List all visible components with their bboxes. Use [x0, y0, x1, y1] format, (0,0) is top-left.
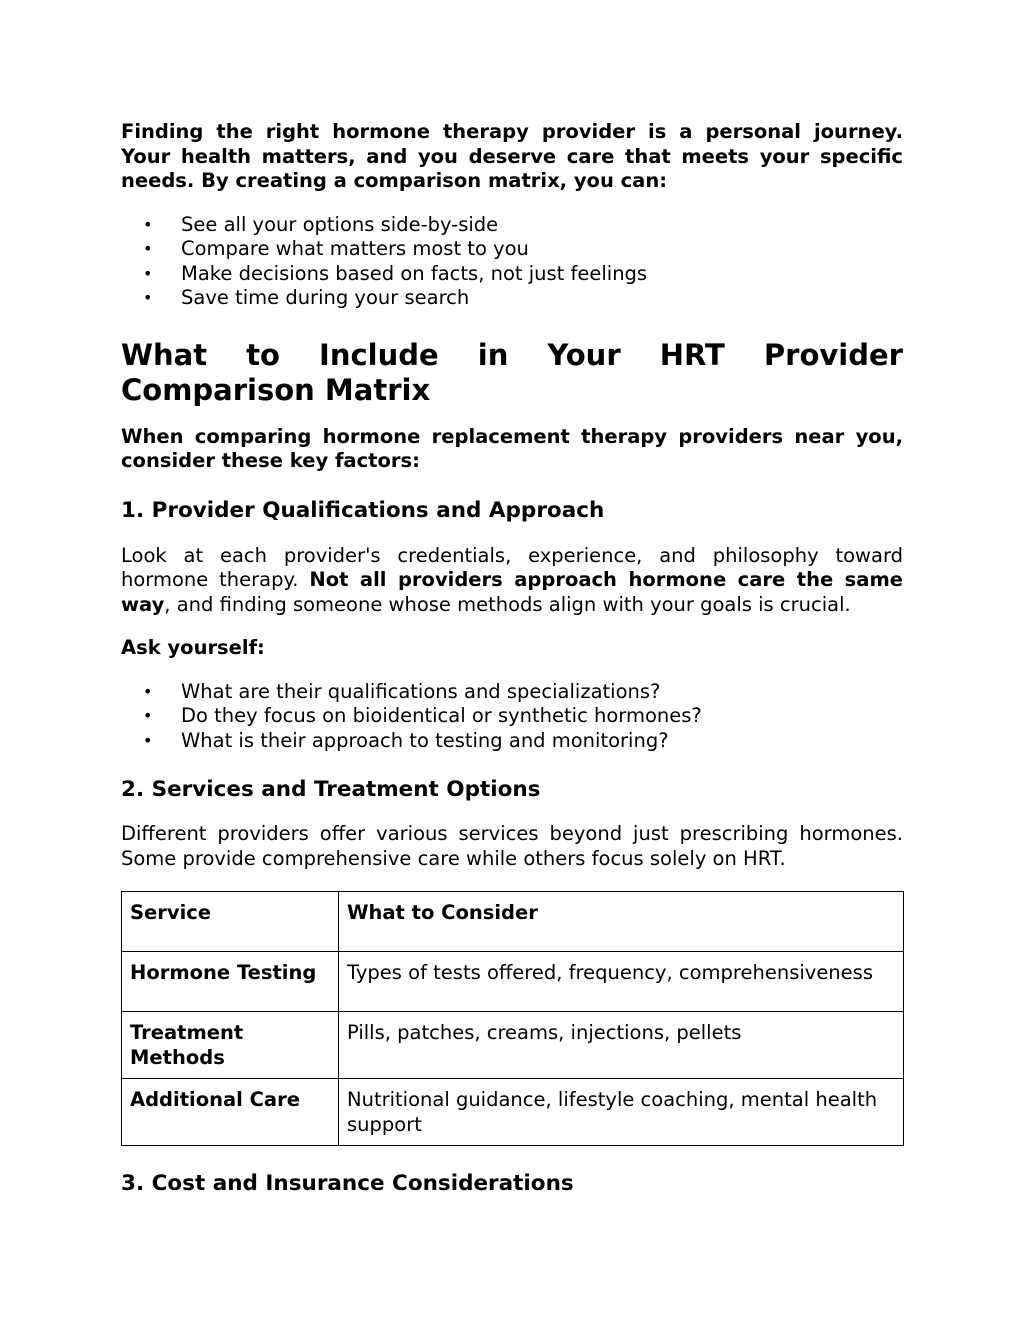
section-heading: 1. Provider Qualifications and Approach — [121, 497, 605, 523]
heading-word: in — [477, 337, 509, 372]
heading-word: What — [121, 337, 208, 372]
lead-paragraph: When comparing hormone replacement therapy providers near you, consider these key factors: — [121, 424, 903, 472]
questions-list — [121, 680, 903, 754]
intro-paragraph: Finding the right hormone therapy provider is a personal journey. Your health matters, and you deserve care that meets your specific needs. By creating a comparison matrix, you can: — [121, 120, 903, 192]
section2-paragraph: Different providers offer various services beyond just prescribing hormones. Some provide comprehensive care while others focus solely on HRT. — [121, 822, 903, 870]
heading-word: Provider — [763, 337, 903, 372]
section1-text-bold: Not all providers approach hormone care the same way — [121, 568, 903, 616]
heading-word: HRT — [659, 337, 725, 372]
heading-word: Your — [547, 337, 621, 372]
section-heading: 3. Cost and Insurance Considerations — [121, 1171, 574, 1196]
table-row — [122, 1012, 904, 1079]
benefits-list — [121, 213, 903, 311]
table-cell: Hormone Testing — [122, 952, 339, 1012]
list-item: • What is their approach to testing and monitoring? — [121, 729, 903, 754]
table-cell: Additional Care — [122, 1079, 339, 1146]
list-item: • Make decisions based on facts, not just feelings — [121, 262, 903, 287]
services-table — [121, 891, 904, 1146]
list-item: • What are their qualifications and specializations? — [121, 680, 903, 705]
table-header-row — [122, 892, 904, 952]
table-row — [122, 1079, 904, 1146]
table-header-cell: Service — [122, 892, 339, 952]
section-heading: 2. Services and Treatment Options — [121, 777, 541, 802]
heading-word: Include — [319, 337, 439, 372]
main-heading — [121, 338, 903, 408]
table-header-cell: What to Consider — [339, 892, 904, 952]
list-item: • Compare what matters most to you — [121, 237, 903, 262]
table-cell: Types of tests offered, frequency, comprehensiveness — [339, 952, 904, 1012]
section1-text-after: , and finding someone whose methods align with your goals is crucial. — [164, 592, 851, 616]
table-cell: Pills, patches, creams, injections, pellets — [339, 1012, 904, 1079]
table-row — [122, 952, 904, 1012]
main-heading-line2: Comparison Matrix — [121, 372, 431, 407]
table-cell: Treatment Methods — [122, 1012, 339, 1079]
list-item: • Do they focus on bioidentical or synthetic hormones? — [121, 704, 903, 729]
table-cell: Nutritional guidance, lifestyle coaching, mental health support — [339, 1079, 904, 1146]
heading-word: to — [246, 337, 280, 372]
list-item: • Save time during your search — [121, 286, 903, 311]
section1-text-before: Look at each provider's credentials, experience, and philosophy toward hormone therapy. — [121, 543, 903, 591]
ask-yourself-label: Ask yourself: — [121, 636, 265, 659]
list-item: • See all your options side-by-side — [121, 213, 903, 238]
document-page — [121, 120, 903, 1197]
section1-paragraph — [121, 544, 903, 618]
main-heading-line1 — [121, 338, 903, 373]
